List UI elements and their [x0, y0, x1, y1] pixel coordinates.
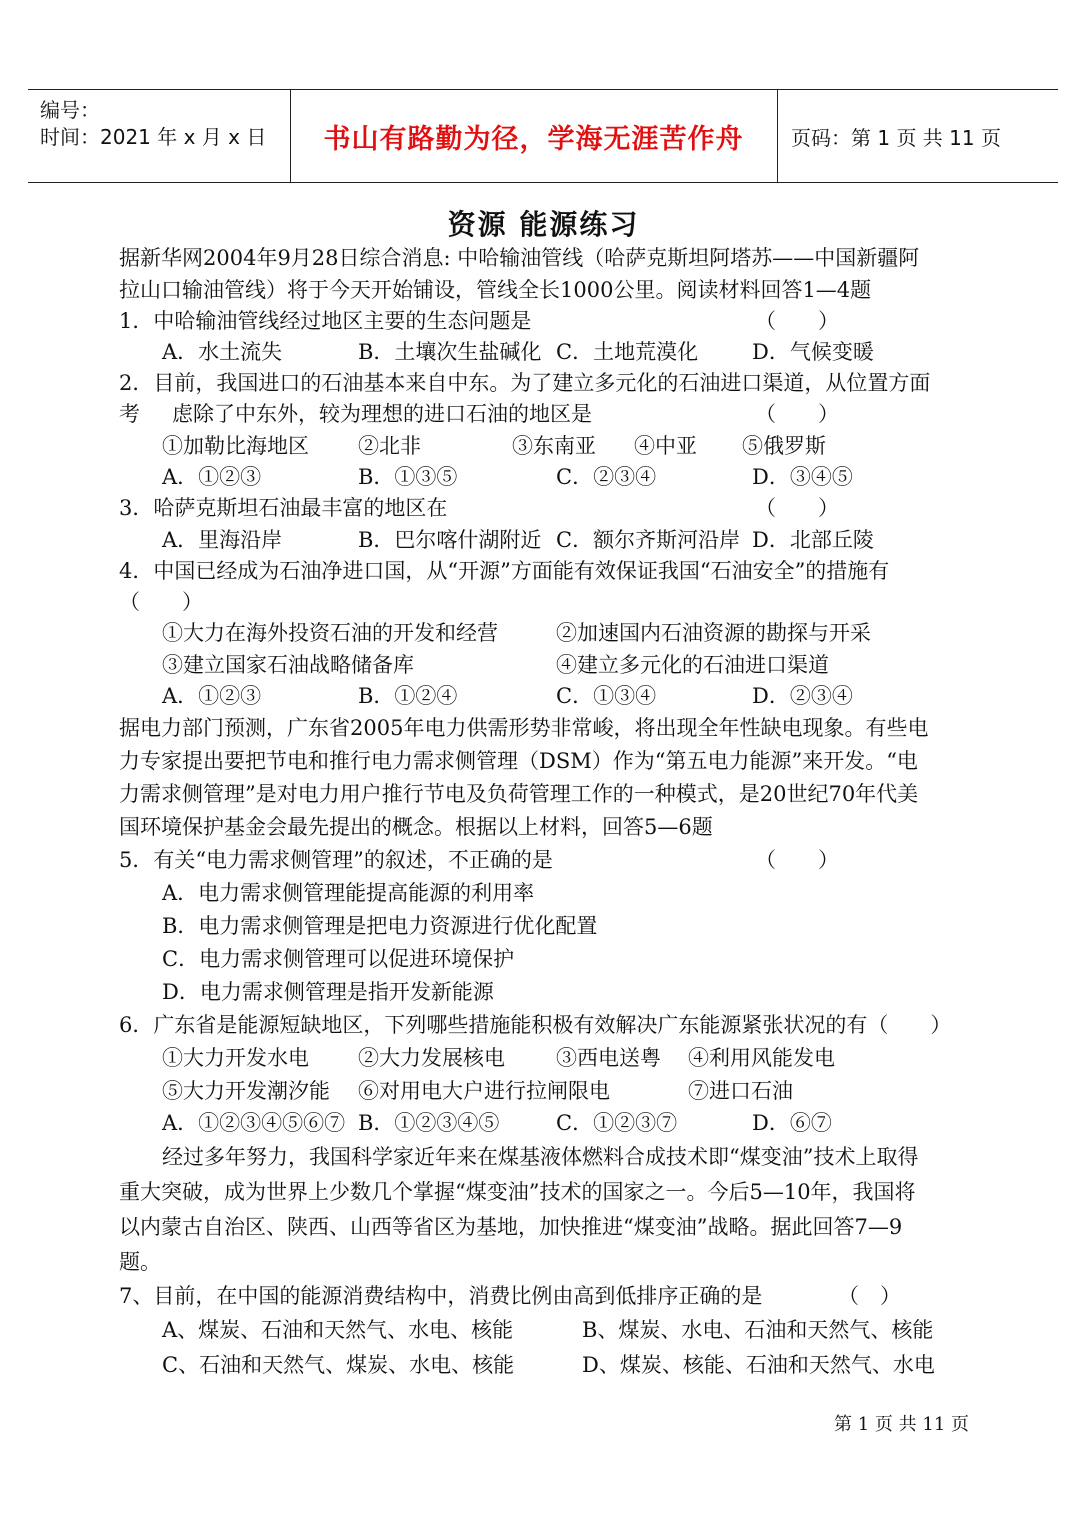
option: C．①③④ [556, 684, 657, 708]
option: A．电力需求侧管理能提高能源的利用率 [162, 881, 535, 905]
option: B．①③⑤ [358, 465, 458, 489]
choice-item: ④利用风能发电 [688, 1046, 835, 1070]
option: C．电力需求侧管理可以促进环境保护 [162, 947, 515, 971]
option: D．北部丘陵 [752, 528, 874, 552]
choice-item: ②加速国内石油资源的勘探与开采 [556, 621, 871, 645]
question-stem: 虑除了中东外，较为理想的进口石油的地区是 [172, 402, 592, 426]
choice-item: ⑤大力开发潮汐能 [162, 1079, 330, 1103]
option: A．①②③④⑤⑥⑦ [162, 1111, 346, 1135]
passage-line: 以内蒙古自治区、陕西、山西等省区为基地，加快推进“煤变油”战略。据此回答7—9 [119, 1215, 903, 1239]
option: B、煤炭、水电、石油和天然气、核能 [582, 1318, 934, 1342]
option: A、煤炭、石油和天然气、水电、核能 [162, 1318, 514, 1342]
motto: 书山有路勤为径，学海无涯苦作舟 [323, 123, 744, 155]
choice-item: ③建立国家石油战略储备库 [162, 653, 414, 677]
choice-item: ⑤俄罗斯 [742, 434, 826, 458]
answer-bracket: （ ） [119, 590, 203, 614]
choice-item: ②大力发展核电 [358, 1046, 505, 1070]
answer-bracket: （ ） [755, 496, 839, 520]
option: D．气候变暖 [752, 340, 874, 364]
header-motto-cell [290, 90, 778, 182]
question-stem: 7、目前，在中国的能源消费结构中，消费比例由高到低排序正确的是 [119, 1284, 763, 1308]
choice-item: ③西电送粤 [556, 1046, 661, 1070]
passage-line: 力需求侧管理”是对电力用户推行节电及负荷管理工作的一种模式，是20世纪70年代美 [119, 782, 919, 806]
choice-item: ⑥对用电大户进行拉闸限电 [358, 1079, 610, 1103]
time-label: 时间：2021 年 x 月 x 日 [40, 125, 267, 149]
option: A．水土流失 [162, 340, 283, 364]
choice-item: ⑦进口石油 [688, 1079, 793, 1103]
option: C．土地荒漠化 [556, 340, 699, 364]
option: B．①②③④⑤ [358, 1111, 500, 1135]
document-title: 资源 能源练习 [447, 208, 640, 241]
choice-item: ④中亚 [634, 434, 697, 458]
option: D．⑥⑦ [752, 1111, 832, 1135]
passage-line: 国环境保护基金会最先提出的概念。根据以上材料，回答5—6题 [119, 815, 713, 839]
option: D．电力需求侧管理是指开发新能源 [162, 980, 494, 1004]
passage-line: 拉山口输油管线）将于今天开始铺设，管线全长1000公里。阅读材料回答1—4题 [119, 278, 872, 302]
page-header [28, 89, 1058, 183]
header-info-cell [28, 90, 291, 182]
choice-item: ③东南亚 [512, 434, 596, 458]
question-stem: 6．广东省是能源短缺地区，下列哪些措施能积极有效解决广东能源紧张状况的有（ ） [119, 1013, 952, 1037]
option: B．电力需求侧管理是把电力资源进行优化配置 [162, 914, 598, 938]
question-stem: 2．目前，我国进口的石油基本来自中东。为了建立多元化的石油进口渠道，从位置方面 [119, 371, 931, 395]
choice-item: ④建立多元化的石油进口渠道 [556, 653, 829, 677]
passage-line: 据电力部门预测，广东省2005年电力供需形势非常峻，将出现全年性缺电现象。有些电 [119, 716, 929, 740]
option: C．额尔齐斯河沿岸 [556, 528, 741, 552]
passage-line: 据新华网2004年9月28日综合消息: 中哈输油管线（哈萨克斯坦阿塔苏——中国新疆阿 [119, 246, 920, 270]
option: B．巴尔喀什湖附近 [358, 528, 542, 552]
option: A．里海沿岸 [162, 528, 283, 552]
choice-item: ②北非 [358, 434, 421, 458]
question-stem: 3．哈萨克斯坦石油最丰富的地区在 [119, 496, 448, 520]
header-page-cell [778, 90, 1058, 182]
question-stem: 1．中哈输油管线经过地区主要的生态问题是 [119, 309, 532, 333]
answer-bracket: （ ） [755, 402, 839, 426]
option: D、煤炭、核能、石油和天然气、水电 [582, 1353, 935, 1377]
page-footer: 第 1 页 共 11 页 [834, 1414, 969, 1435]
option: D．③④⑤ [752, 465, 853, 489]
passage-line: 题。 [119, 1250, 161, 1274]
choice-item: ①大力在海外投资石油的开发和经营 [162, 621, 498, 645]
answer-bracket: （ ） [838, 1284, 901, 1308]
number-label: 编号： [40, 98, 100, 122]
passage-line: 重大突破，成为世界上少数几个掌握“煤变油”技术的国家之一。今后5—10年，我国将 [119, 1180, 916, 1204]
choice-item: ①加勒比海地区 [162, 434, 309, 458]
passage-line: 力专家提出要把节电和推行电力需求侧管理（DSM）作为“第五电力能源”来开发。“电 [119, 749, 918, 773]
option: C．①②③⑦ [556, 1111, 678, 1135]
question-stem: 5．有关“电力需求侧管理”的叙述，不正确的是 [119, 848, 553, 872]
option: A．①②③ [162, 465, 262, 489]
answer-bracket: （ ） [755, 309, 839, 333]
option: C．②③④ [556, 465, 657, 489]
option: B．①②④ [358, 684, 458, 708]
option: A．①②③ [162, 684, 262, 708]
question-stem: 4．中国已经成为石油净进口国，从“开源”方面能有效保证我国“石油安全”的措施有 [119, 559, 890, 583]
page-number-label: 页码：第 1 页 共 11 页 [791, 125, 1001, 150]
question-stem: 考 [119, 402, 140, 426]
choice-item: ①大力开发水电 [162, 1046, 309, 1070]
option: D．②③④ [752, 684, 853, 708]
option: C、石油和天然气、煤炭、水电、核能 [162, 1353, 515, 1377]
passage-line: 经过多年努力，我国科学家近年来在煤基液体燃料合成技术即“煤变油”技术上取得 [162, 1145, 919, 1169]
answer-bracket: （ ） [755, 848, 839, 872]
option: B．土壤次生盐碱化 [358, 340, 542, 364]
